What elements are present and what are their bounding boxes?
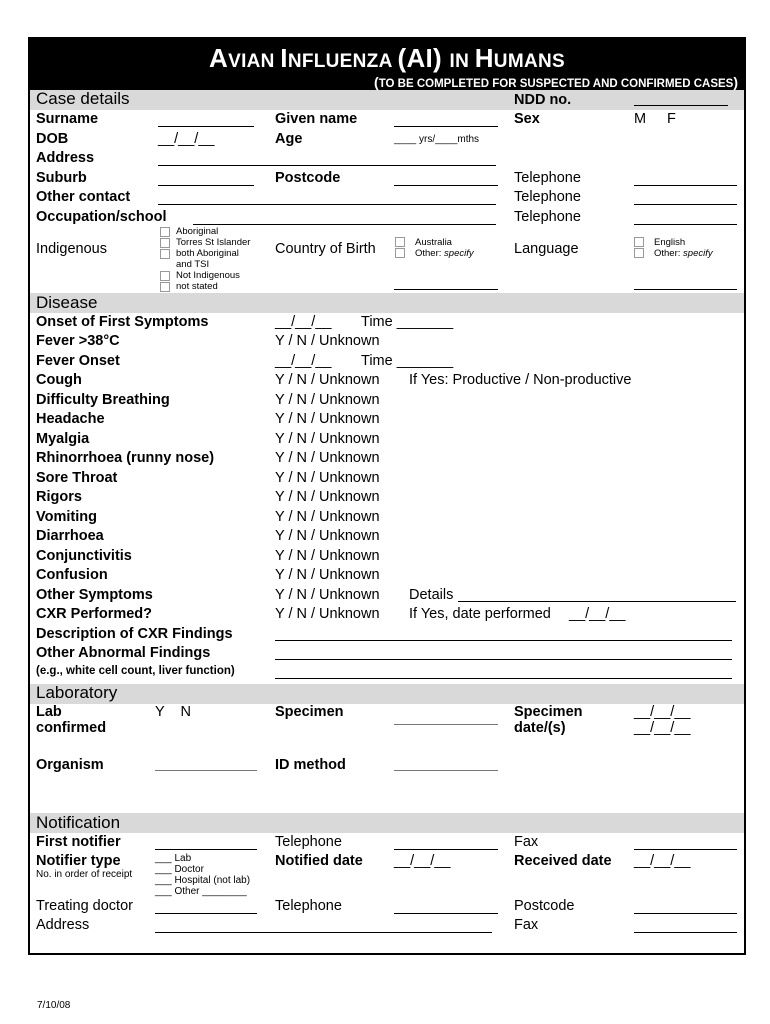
other-contact-label: Other contact [36, 189, 131, 205]
doctor-address-label: Address [36, 917, 90, 933]
indigenous-label: Indigenous [36, 241, 107, 257]
fever-onset-date-field[interactable]: __/__/__ [275, 353, 332, 369]
notifier-hospital-option[interactable]: ___ Hospital (not lab) [155, 875, 251, 886]
both-checkbox[interactable] [160, 249, 170, 259]
occupation-label: Occupation/school [36, 209, 167, 225]
symptom-label: Vomiting [36, 508, 97, 525]
not-stated-checkbox[interactable] [160, 282, 170, 292]
symptom-label: Difficulty Breathing [36, 391, 170, 408]
postcode-label: Postcode [275, 170, 341, 186]
suburb-field[interactable] [158, 185, 254, 186]
fever-onset-label: Fever Onset [36, 353, 120, 369]
laboratory-heading: Laboratory [36, 683, 118, 702]
symptom-answer[interactable]: Y / N / Unknown [275, 528, 380, 544]
fever-label: Fever >38°C [36, 333, 120, 349]
received-date-field[interactable]: __/__/__ [634, 853, 691, 869]
language-label: Language [514, 241, 579, 257]
occupation-field[interactable] [193, 224, 496, 225]
case-details-heading: Case details [36, 89, 130, 108]
onset-label: Onset of First Symptoms [36, 314, 209, 330]
notified-date-label: Notified date [275, 853, 363, 869]
age-label: Age [275, 131, 303, 147]
symptom-answer[interactable]: Y / N / Unknown [275, 430, 380, 447]
doctor-address-field[interactable] [155, 932, 492, 933]
notifier-fax-field[interactable] [634, 849, 737, 850]
lab-confirmed-yn[interactable]: Y N [155, 704, 191, 720]
title-bar [30, 39, 744, 91]
dob-field[interactable]: __/__/__ [158, 131, 215, 147]
symptom-label: Sore Throat [36, 469, 118, 486]
telephone-label-3: Telephone [514, 209, 581, 225]
torres-strait-option: Torres St Islander [176, 237, 251, 248]
specimen-date-label: Specimen [514, 704, 583, 720]
sex-label: Sex [514, 111, 540, 127]
language-other-option: Other: specify [654, 248, 713, 259]
country-other-checkbox[interactable] [395, 248, 405, 258]
sex-f-option[interactable]: F [667, 111, 676, 127]
specimen-date-field-2[interactable]: __/__/__ [634, 720, 691, 736]
other-symptoms-details-field[interactable] [458, 601, 736, 602]
fever-onset-time-field[interactable]: Time _______ [361, 353, 454, 369]
specimen-field[interactable] [394, 724, 498, 725]
onset-time-field[interactable]: Time _______ [361, 314, 454, 330]
notifier-fax-label: Fax [514, 834, 539, 850]
symptom-label: Other Symptoms [36, 586, 153, 603]
symptom-answer[interactable]: Y / N / Unknown [275, 372, 380, 388]
address-field[interactable] [158, 165, 496, 166]
notified-date-field[interactable]: __/__/__ [394, 853, 451, 869]
symptom-label: Myalgia [36, 430, 90, 447]
cxr-date-field[interactable]: __/__/__ [569, 606, 626, 622]
surname-label: Surname [36, 111, 99, 127]
aboriginal-checkbox[interactable] [160, 227, 170, 237]
ndd-field[interactable] [634, 105, 728, 106]
specimen-date-label-cont: date/(s) [514, 720, 566, 736]
language-other-field[interactable] [634, 289, 737, 290]
cough-productive-option[interactable]: If Yes: Productive / Non-productive [409, 372, 632, 388]
notification-heading: Notification [36, 813, 121, 832]
form-subtitle: (TO BE COMPLETED FOR SUSPECTED AND CONFIRMED CASES) [374, 74, 738, 90]
cxr-findings-label: Description of CXR Findings [36, 625, 233, 642]
id-method-label: ID method [275, 757, 346, 773]
lab-confirmed-label: Lab [36, 704, 62, 720]
notification-bar [30, 813, 744, 833]
symptom-label: Rigors [36, 489, 82, 505]
form-title: AVIAN INFLUENZA (AI) IN HUMANS [209, 43, 565, 73]
telephone-label-2: Telephone [514, 189, 581, 205]
not-indigenous-checkbox[interactable] [160, 271, 170, 281]
symptom-label: Confusion [36, 567, 108, 583]
ndd-label: NDD no. [514, 92, 572, 108]
cxr-findings-field[interactable] [275, 640, 732, 641]
doctor-postcode-field[interactable] [634, 913, 737, 914]
symptom-label: Cough [36, 372, 82, 388]
symptom-answer[interactable]: Y / N / Unknown [275, 469, 380, 486]
received-date-label: Received date [514, 853, 612, 869]
first-notifier-field[interactable] [155, 849, 257, 850]
order-of-receipt-note: No. in order of receipt [36, 869, 133, 880]
organism-label: Organism [36, 757, 104, 773]
id-method-field[interactable] [394, 770, 498, 771]
symptom-answer[interactable]: Y / N / Unknown [275, 547, 380, 564]
other-symptoms-details-label: Details [409, 586, 454, 603]
symptom-label: Conjunctivitis [36, 547, 132, 564]
other-findings-example: (e.g., white cell count, liver function) [36, 665, 235, 677]
symptom-answer[interactable]: Y / N / Unknown [275, 489, 380, 505]
notifier-telephone-field[interactable] [394, 849, 498, 850]
symptom-answer[interactable]: Y / N / Unknown [275, 606, 380, 622]
symptom-label: Headache [36, 411, 105, 427]
treating-doctor-field[interactable] [155, 913, 257, 914]
country-other-option: Other: specify [415, 248, 474, 259]
country-other-field[interactable] [394, 289, 498, 290]
other-contact-field[interactable] [158, 204, 496, 205]
treating-doctor-label: Treating doctor [36, 898, 133, 914]
specimen-date-field-1[interactable]: __/__/__ [634, 704, 691, 720]
not-stated-option: not stated [176, 281, 218, 292]
telephone-field-1[interactable] [634, 185, 737, 186]
case-details-bar [30, 90, 744, 110]
notifier-other-option[interactable]: ___ Other ________ [155, 886, 247, 897]
symptom-answer[interactable]: Y / N / Unknown [275, 586, 380, 603]
notifier-type-label: Notifier type [36, 853, 121, 869]
torres-strait-checkbox[interactable] [160, 238, 170, 248]
lab-confirmed-label-cont: confirmed [36, 720, 107, 736]
disease-bar [30, 293, 744, 313]
symptom-answer[interactable]: Y / N / Unknown [275, 508, 380, 525]
surname-field[interactable] [158, 126, 254, 127]
organism-field[interactable] [155, 770, 257, 771]
cxr-date-label: If Yes, date performed [409, 606, 551, 622]
given-name-field[interactable] [394, 126, 498, 127]
both-option: both Aboriginal [176, 248, 239, 259]
telephone-field-3[interactable] [634, 224, 737, 225]
laboratory-bar [30, 684, 744, 704]
other-findings-field-2[interactable] [275, 678, 732, 679]
symptom-answer[interactable]: Y / N / Unknown [275, 391, 380, 408]
not-indigenous-option: Not Indigenous [176, 270, 240, 281]
symptom-answer[interactable]: Y / N / Unknown [275, 450, 380, 466]
notifier-lab-option[interactable]: ___ Lab [155, 853, 192, 864]
other-findings-label: Other Abnormal Findings [36, 645, 211, 661]
symptom-label: CXR Performed? [36, 606, 153, 622]
fever-answer[interactable]: Y / N / Unknown [275, 333, 380, 349]
other-findings-field-1[interactable] [275, 659, 732, 660]
footer-date: 7/10/08 [37, 1000, 71, 1011]
symptom-label: Rhinorrhoea (runny nose) [36, 450, 215, 466]
first-notifier-label: First notifier [36, 834, 121, 850]
specimen-label: Specimen [275, 704, 344, 720]
notifier-doctor-option[interactable]: ___ Doctor [155, 864, 204, 875]
telephone-label-1: Telephone [514, 170, 581, 186]
sex-m-option[interactable]: M [634, 111, 647, 127]
postcode-field[interactable] [394, 185, 498, 186]
symptom-label: Diarrhoea [36, 528, 104, 544]
australia-option: Australia [415, 237, 452, 248]
symptom-answer[interactable]: Y / N / Unknown [275, 411, 380, 427]
english-option: English [654, 237, 686, 248]
address-label: Address [36, 150, 95, 166]
australia-checkbox[interactable] [395, 237, 405, 247]
symptom-answer[interactable]: Y / N / Unknown [275, 567, 380, 583]
doctor-fax-field[interactable] [634, 932, 737, 933]
dob-label: DOB [36, 131, 69, 147]
doctor-telephone-label: Telephone [275, 898, 342, 914]
both-option-cont: and TSI [176, 259, 210, 270]
country-of-birth-label: Country of Birth [275, 241, 376, 257]
disease-heading: Disease [36, 293, 98, 312]
telephone-field-2[interactable] [634, 204, 737, 205]
given-name-label: Given name [275, 111, 358, 127]
doctor-postcode-label: Postcode [514, 898, 575, 914]
age-field[interactable]: ____ yrs/____mths [394, 134, 480, 145]
language-other-checkbox[interactable] [634, 248, 644, 258]
notifier-telephone-label: Telephone [275, 834, 342, 850]
doctor-fax-label: Fax [514, 917, 539, 933]
onset-date-field[interactable]: __/__/__ [275, 314, 332, 330]
english-checkbox[interactable] [634, 237, 644, 247]
doctor-telephone-field[interactable] [394, 913, 498, 914]
aboriginal-option: Aboriginal [176, 226, 219, 237]
suburb-label: Suburb [36, 170, 87, 186]
